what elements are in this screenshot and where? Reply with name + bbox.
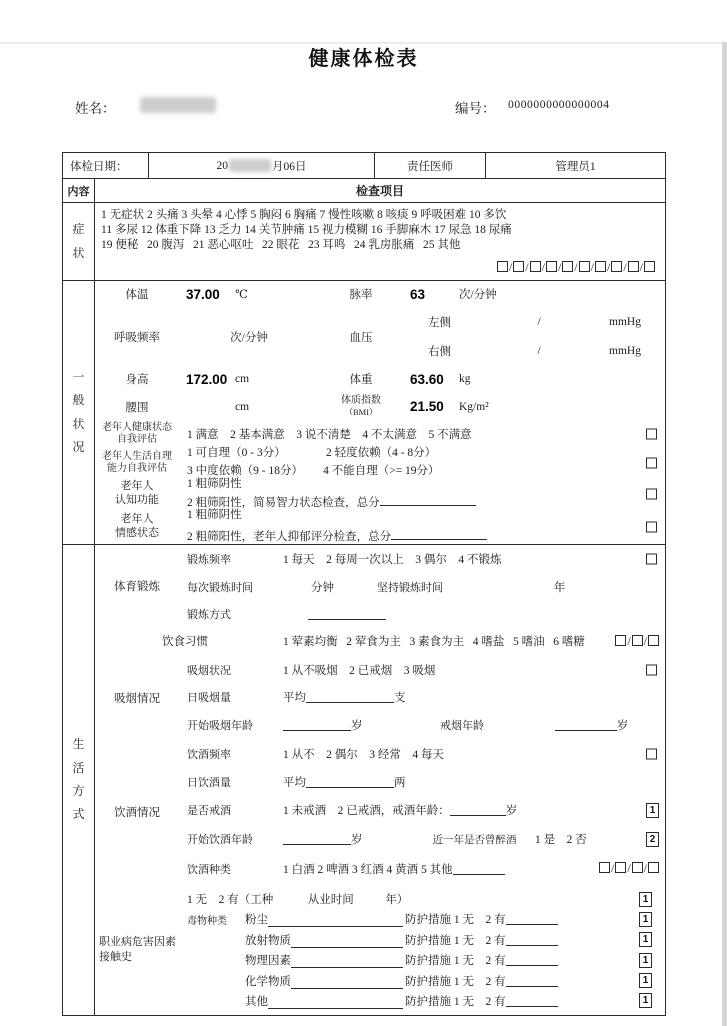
checkbox: [632, 635, 643, 646]
elderly-health-self-checkbox: [646, 429, 657, 440]
elderly-health-self-label: 老年人健康状态 自我评估: [95, 421, 179, 447]
elderly-cognition-line2: 2 粗筛阳性，简易智力状态检查，总分: [187, 494, 476, 513]
drunk-cell: 1 是 2 否 2: [528, 825, 665, 853]
checkbox: [513, 261, 524, 272]
smoking-amount-field: [306, 691, 394, 703]
drinking-start-cell: 岁: [276, 825, 421, 853]
blood-pressure-label: 血压: [319, 308, 403, 365]
exam-date-label: 体检日期：: [63, 153, 148, 178]
items-header: 检查项目: [95, 179, 665, 202]
smoking-quit-field: [555, 719, 617, 731]
content-column-header: 内容: [63, 179, 94, 202]
section-label-symptoms: 症状: [63, 203, 94, 280]
exercise-duration-row: [276, 573, 665, 601]
pulse-value-cell: [404, 281, 665, 307]
doctor-label: 责任医师: [375, 153, 485, 178]
checkbox: [648, 862, 659, 873]
bp-right-value-cell: [476, 337, 665, 365]
checkbox: [579, 261, 590, 272]
toxin-name: 物理因素: [245, 955, 291, 968]
toxin-name: 其他: [245, 995, 268, 1008]
exam-date-suffix: 月06日: [272, 160, 307, 173]
exercise-duration-unit: 分钟: [276, 573, 369, 601]
height-unit: cm: [235, 373, 250, 385]
weight-value-cell: [404, 366, 665, 392]
elderly-health-self-cell: [180, 421, 665, 447]
drinking-freq-label: 饮酒频率: [180, 740, 275, 768]
checkbox: [611, 261, 622, 272]
occupational-toxin-row: 放射物质 防护措施 1 无 2 有 1: [180, 930, 665, 950]
name-label: 姓名：: [75, 101, 116, 116]
drinking-type-other-field: [453, 863, 505, 875]
elderly-emotion-line2: 2 粗筛阳性，老年人抑郁评分检查，总分: [187, 527, 487, 549]
symptoms-checkbox-group: / / / / / / / / /: [101, 260, 659, 275]
temperature-value: 37.00: [186, 286, 220, 302]
weight-value: 63.60: [410, 371, 444, 387]
number-label: 编号：: [455, 101, 496, 116]
drinking-quit-label: 是否戒酒: [180, 796, 275, 824]
bp-right-unit: mmHg: [609, 345, 641, 357]
protect-field: [506, 913, 558, 925]
occupational-label: 职业病危害因素 接触史: [95, 884, 179, 1015]
checkbox: [615, 862, 626, 873]
general-status-grid: [95, 281, 665, 544]
elderly-cognition-label: 老年人 认知功能: [95, 479, 179, 509]
bp-left-slash: /: [537, 316, 541, 328]
checkbox: [644, 261, 655, 272]
temperature-label: 体温: [95, 281, 179, 307]
drinking-amount-label: 日饮酒量: [180, 769, 275, 795]
toxin-answer-box: 1: [639, 993, 652, 1008]
drinking-start-label: 开始饮酒年龄: [180, 825, 275, 853]
diet-cell: 1 荤素均衡 2 荤食为主 3 素食为主 4 嗜盐 5 嗜油 6 嗜糖 / /: [276, 627, 665, 655]
toxin-field: [291, 936, 403, 948]
drinking-amount-field: [306, 776, 394, 788]
temperature-value-cell: [180, 281, 318, 307]
toxin-field: [291, 956, 403, 968]
checkbox: [530, 261, 541, 272]
checkbox: [628, 261, 639, 272]
drinking-type-label: 饮酒种类: [180, 854, 275, 883]
bmi-label: 体质指数 （BMI）: [319, 393, 403, 420]
bmi-unit: Kg/m²: [459, 400, 489, 413]
respiration-unit: 次/分钟: [180, 308, 318, 365]
exercise-label: 体育锻炼: [95, 545, 179, 626]
weight-unit: kg: [459, 373, 471, 385]
emotion-score-field: [391, 528, 487, 540]
drinking-type-checkbox-group: / / /: [599, 861, 659, 876]
drinking-type-cell: 1 白酒 2 啤酒 3 红酒 4 黄酒 5 其他 / / /: [276, 854, 665, 883]
diet-label: 饮食习惯: [95, 627, 275, 655]
exercise-duration-label: 每次锻炼时间: [180, 573, 275, 601]
smoking-label: 吸烟情况: [95, 656, 179, 739]
toxin-type-label: 毒物种类: [187, 915, 227, 927]
elderly-adl-checkbox: [646, 458, 657, 469]
elderly-emotion-label: 老年人 情感状态: [95, 510, 179, 544]
bmi-value-cell: [404, 393, 665, 420]
bp-left-value-cell: [476, 308, 665, 336]
section-label-lifestyle: 生活方式: [63, 545, 94, 1015]
doctor-value: 管理员1: [486, 153, 665, 178]
drinking-quit-answer-box: 1: [646, 803, 659, 818]
drinking-start-row: [276, 825, 665, 853]
checkbox: [599, 862, 610, 873]
drinking-quit-cell: 1 未戒酒 2 已戒酒，戒酒年龄： 岁 1: [276, 796, 665, 824]
checkbox: [648, 635, 659, 646]
height-value: 172.00: [186, 371, 228, 387]
waist-label: 腰围: [95, 393, 179, 420]
lifestyle-grid: [95, 545, 665, 1015]
smoking-status-checkbox: [646, 664, 657, 675]
elderly-adl-line1: 1 可自理（0 - 3分） 2 轻度依赖（4 - 8分）: [187, 447, 437, 460]
toxin-answer-box: 1: [639, 932, 652, 947]
exercise-mode-field: [308, 608, 386, 620]
occupational-line1-answer: 1: [639, 892, 652, 907]
name-redacted-value: [140, 97, 216, 113]
elderly-adl-line2: 3 中度依赖（9 - 18分） 4 不能自理（>= 19分）: [187, 465, 440, 477]
exam-info-row: [63, 153, 665, 178]
smoking-amount-label: 日吸烟量: [180, 684, 275, 710]
exercise-mode-cell: [276, 602, 665, 626]
scrollbar-strip[interactable]: [722, 42, 727, 1026]
elderly-emotion-cell: [180, 510, 665, 544]
page-edge-top: [0, 42, 727, 44]
cognition-score-field: [380, 494, 476, 506]
drinking-quit-age-field: [450, 804, 506, 816]
toxin-field: [268, 997, 403, 1009]
elderly-adl-label: 老年人生活自理 能力自我评估: [95, 448, 179, 478]
toxin-name: 放射物质: [245, 934, 291, 947]
drinking-label: 饮酒情况: [95, 740, 179, 883]
checkbox: [562, 261, 573, 272]
waist-unit: cm: [235, 400, 250, 413]
number-value: 0000000000000004: [508, 99, 610, 111]
exercise-mode-label: 锻炼方式: [180, 602, 275, 626]
pulse-unit: 次/分钟: [459, 289, 497, 301]
height-value-cell: [180, 366, 318, 392]
toxin-answer-box: 1: [639, 953, 652, 968]
height-label: 身高: [95, 366, 179, 392]
exam-date-prefix: 20: [216, 159, 228, 172]
smoking-start-row: [276, 711, 665, 739]
weight-label: 体重: [319, 366, 403, 392]
temperature-unit: ℃: [235, 289, 248, 301]
bp-left-unit: mmHg: [609, 316, 641, 328]
bp-left-label: 左侧: [404, 308, 475, 336]
waist-value-cell: [180, 393, 318, 420]
checkbox: [632, 862, 643, 873]
toxin-name: 粉尘: [245, 914, 268, 927]
bp-right-slash: /: [537, 345, 541, 357]
elderly-adl-cell: [180, 448, 665, 478]
pulse-value: 63: [410, 286, 426, 302]
smoking-quit-label: 戒烟年龄: [433, 711, 517, 739]
symptoms-options-line2: 11 多尿 12 体重下降 13 乏力 14 关节肿痛 15 视力模糊 16 手脚麻木 17 尿急 18 尿痛: [101, 224, 512, 237]
symptoms-options-line3: 19 便秘 20 腹泻 21 恶心呕吐 22 眼花 23 耳鸣 24 乳房胀痛 25 其他: [101, 239, 461, 252]
checkbox: [546, 261, 557, 272]
smoking-amount-cell: 平均 支: [276, 684, 665, 710]
elderly-emotion-checkbox: [646, 522, 657, 533]
drunk-answer-box: 2: [646, 832, 659, 847]
respiration-label: 呼吸频率: [95, 308, 179, 365]
pulse-label: 脉率: [319, 281, 403, 307]
drinking-freq-cell: 1 从不 2 偶尔 3 经常 4 每天: [276, 740, 665, 768]
protect-field: [506, 954, 558, 966]
exercise-freq-cell: 1 每天 2 每周一次以上 3 偶尔 4 不锻炼: [276, 545, 665, 572]
smoking-start-cell: 岁: [276, 711, 432, 739]
page-title: 健康体检表: [308, 48, 419, 70]
health-exam-form: [62, 152, 666, 1016]
exam-date-value: [149, 153, 374, 178]
occupational-content: [180, 884, 665, 1015]
occupational-toxin-row: 其他 防护措施 1 无 2 有 1: [180, 991, 665, 1011]
drinking-freq-checkbox: [646, 749, 657, 760]
protect-field: [506, 995, 558, 1007]
smoking-start-field: [283, 719, 351, 731]
drunk-label: 近一年是否曾醉酒: [422, 825, 527, 853]
smoking-status-label: 吸烟状况: [180, 656, 275, 683]
drinking-amount-cell: 平均 两: [276, 769, 665, 795]
protect-field: [506, 975, 558, 987]
toxin-name: 化学物质: [245, 975, 291, 988]
elderly-cognition-line1: 1 粗筛阴性: [187, 477, 242, 490]
toxin-answer-box: 1: [639, 912, 652, 927]
exercise-persist-label: 坚持锻炼时间: [370, 573, 453, 601]
occupational-toxin-row: 物理因素 防护措施 1 无 2 有 1: [180, 950, 665, 970]
exam-date-redacted: [229, 159, 271, 172]
occupational-toxin-row: 化学物质 防护措施 1 无 2 有 1: [180, 971, 665, 991]
toxin-answer-box: 1: [639, 973, 652, 988]
protect-field: [506, 934, 558, 946]
exercise-freq-label: 锻炼频率: [180, 545, 275, 572]
drinking-start-field: [283, 833, 351, 845]
exercise-persist-unit: 年: [454, 573, 665, 601]
diet-checkbox-group: / /: [615, 634, 659, 649]
bp-right-label: 右侧: [404, 337, 475, 365]
section-label-general: 一般状况: [63, 281, 94, 544]
symptoms-content: [95, 203, 665, 280]
toxin-field: [268, 915, 403, 927]
exercise-freq-checkbox: [646, 553, 657, 564]
name-number-row: [0, 95, 727, 119]
elderly-cognition-cell: [180, 479, 665, 509]
bmi-value: 21.50: [410, 399, 444, 414]
smoking-quit-cell: 岁: [518, 711, 665, 739]
occupational-toxin-row: 毒物种类 粉尘 防护措施 1 无 2 有 1: [180, 909, 665, 929]
checkbox: [615, 635, 626, 646]
checkbox: [595, 261, 606, 272]
smoking-status-cell: 1 从不吸烟 2 已戒烟 3 吸烟: [276, 656, 665, 683]
elderly-health-self-options: 1 满意 2 基本满意 3 说不清楚 4 不太满意 5 不满意: [187, 429, 472, 441]
toxin-field: [291, 977, 403, 989]
checkbox: [497, 261, 508, 272]
smoking-start-label: 开始吸烟年龄: [180, 711, 275, 739]
symptoms-options-line1: 1 无症状 2 头痛 3 头晕 4 心悸 5 胸闷 6 胸痛 7 慢性咳嗽 8 咳痰 9 呼吸困难 10 多饮: [101, 209, 507, 221]
elderly-cognition-checkbox: [646, 489, 657, 500]
elderly-emotion-line1: 1 粗筛阴性: [187, 509, 242, 522]
form-body: [63, 178, 665, 1015]
occupational-line1: 1 无 2 有（工种 从业时间 年） 1: [180, 889, 665, 909]
